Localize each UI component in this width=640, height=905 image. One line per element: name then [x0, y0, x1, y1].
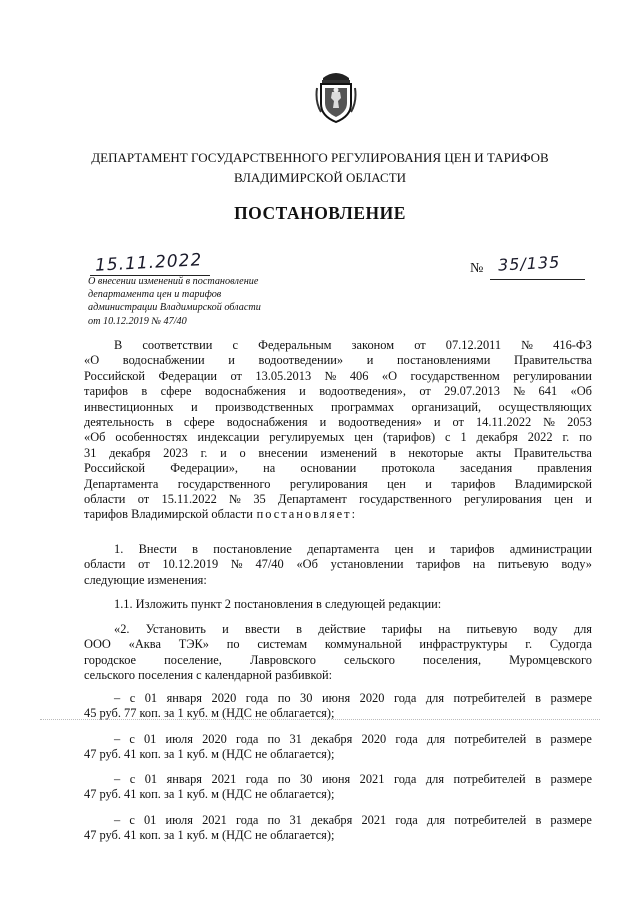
- body-line: инвестиционных и производственных программах организаций, осуществляющих: [84, 399, 592, 414]
- body-line: тарифов в сфере водоснабжения и водоотведения», от 29.07.2013 № 641 «Об: [84, 384, 592, 399]
- tariff-item: [84, 772, 592, 803]
- decree-word: постановляет:: [256, 507, 358, 522]
- body-line: Департамента государственного регулирования цен и тарифов Владимирской: [84, 476, 592, 491]
- body-line: деятельность в сфере водоснабжения и водоотведения» и от 14.11.2022 № 2053: [84, 415, 592, 430]
- body-line-text: тарифов Владимирской области: [84, 507, 253, 522]
- tariff-item: [84, 732, 592, 763]
- body-line: области от 15.11.2022 № 35 Департамент государственного регулирования цен и: [84, 492, 592, 507]
- tariff-price: 45 руб. 77 коп. за 1 куб. м (НДС не облагается);: [84, 706, 335, 721]
- department-name: ДЕПАРТАМЕНТ ГОСУДАРСТВЕННОГО РЕГУЛИРОВАНИЯ ЦЕН И ТАРИФОВ: [91, 150, 549, 165]
- body-line: «О водоснабжении и водоотведении» и постановлениями Правительства: [84, 353, 592, 368]
- body-line: 1. Внести в постановление департамента цен и тарифов администрации: [114, 542, 592, 556]
- body-line: [84, 507, 592, 522]
- body-line: сельского поселения с календарной разбивкой:: [84, 668, 333, 683]
- body-line: 31 декабря 2023 г. и о внесении изменений в некоторые акты Правительства: [84, 445, 592, 460]
- tariff-item: [84, 691, 592, 722]
- body-line: городское поселение, Лавровского сельского поселения, Муромцевского: [84, 652, 592, 667]
- subject-line: департамента цен и тарифов: [88, 289, 222, 301]
- point-2-paragraph: [84, 622, 592, 684]
- document-title: ПОСТАНОВЛЕНИЕ: [234, 203, 406, 223]
- body-line: Российской Федерации от 13.05.2013 № 406 «О государственном регулировании: [84, 368, 592, 383]
- handwritten-date: 15.11.2022: [94, 250, 203, 276]
- department-region: ВЛАДИМИРСКОЙ ОБЛАСТИ: [233, 170, 407, 185]
- tariff-period: – с 01 июля 2020 года по 31 декабря 2020 года для потребителей в размере: [114, 732, 592, 746]
- body-line: ООО «Аква ТЭК» по системам коммунальной инфраструктуры г. Судогда: [84, 637, 592, 652]
- body-line: области от 10.12.2019 № 47/40 «Об установлении тарифов на питьевую воду»: [84, 557, 592, 572]
- body-line: «2. Установить и ввести в действие тарифы на питьевую воду для: [114, 622, 592, 636]
- point-1-1-paragraph: [84, 597, 592, 612]
- subject-line: администрации Владимирской области: [88, 302, 261, 314]
- tariff-period: – с 01 июля 2021 года по 31 декабря 2021 года для потребителей в размере: [114, 813, 592, 827]
- tariff-price: 47 руб. 41 коп. за 1 куб. м (НДС не облагается);: [84, 747, 335, 762]
- tariff-price: 47 руб. 41 коп. за 1 куб. м (НДС не облагается);: [84, 828, 335, 843]
- tariff-period: – с 01 января 2020 года по 30 июня 2020 года для потребителей в размере: [114, 691, 592, 705]
- preamble-paragraph: [84, 338, 592, 523]
- tariff-item: [84, 813, 592, 844]
- coat-of-arms-icon: [315, 68, 357, 124]
- subject-block: [88, 275, 318, 328]
- body-line: следующие изменения:: [84, 572, 207, 587]
- tariff-price: 47 руб. 41 коп. за 1 куб. м (НДС не облагается);: [84, 787, 335, 802]
- body-line: В соответствии с Федеральным законом от 07.12.2011 № 416-ФЗ: [114, 338, 592, 352]
- tariff-period: – с 01 января 2021 года по 30 июня 2021 года для потребителей в размере: [114, 772, 592, 786]
- number-label: №: [470, 261, 484, 276]
- subject-line: О внесении изменений в постановление: [88, 276, 259, 287]
- body-line: 1.1. Изложить пункт 2 постановления в следующей редакции:: [114, 597, 442, 611]
- point-1-paragraph: [84, 542, 592, 588]
- handwritten-number: 35/135: [497, 252, 561, 275]
- number-underline: [490, 279, 585, 280]
- body-line: «Об особенностях индексации регулируемых цен (тарифов) с 1 декабря 2022 г. по: [84, 430, 592, 445]
- body-line: Российской Федерации», на основании протокола заседания правления: [84, 461, 592, 476]
- subject-line: от 10.12.2019 № 47/40: [88, 315, 187, 327]
